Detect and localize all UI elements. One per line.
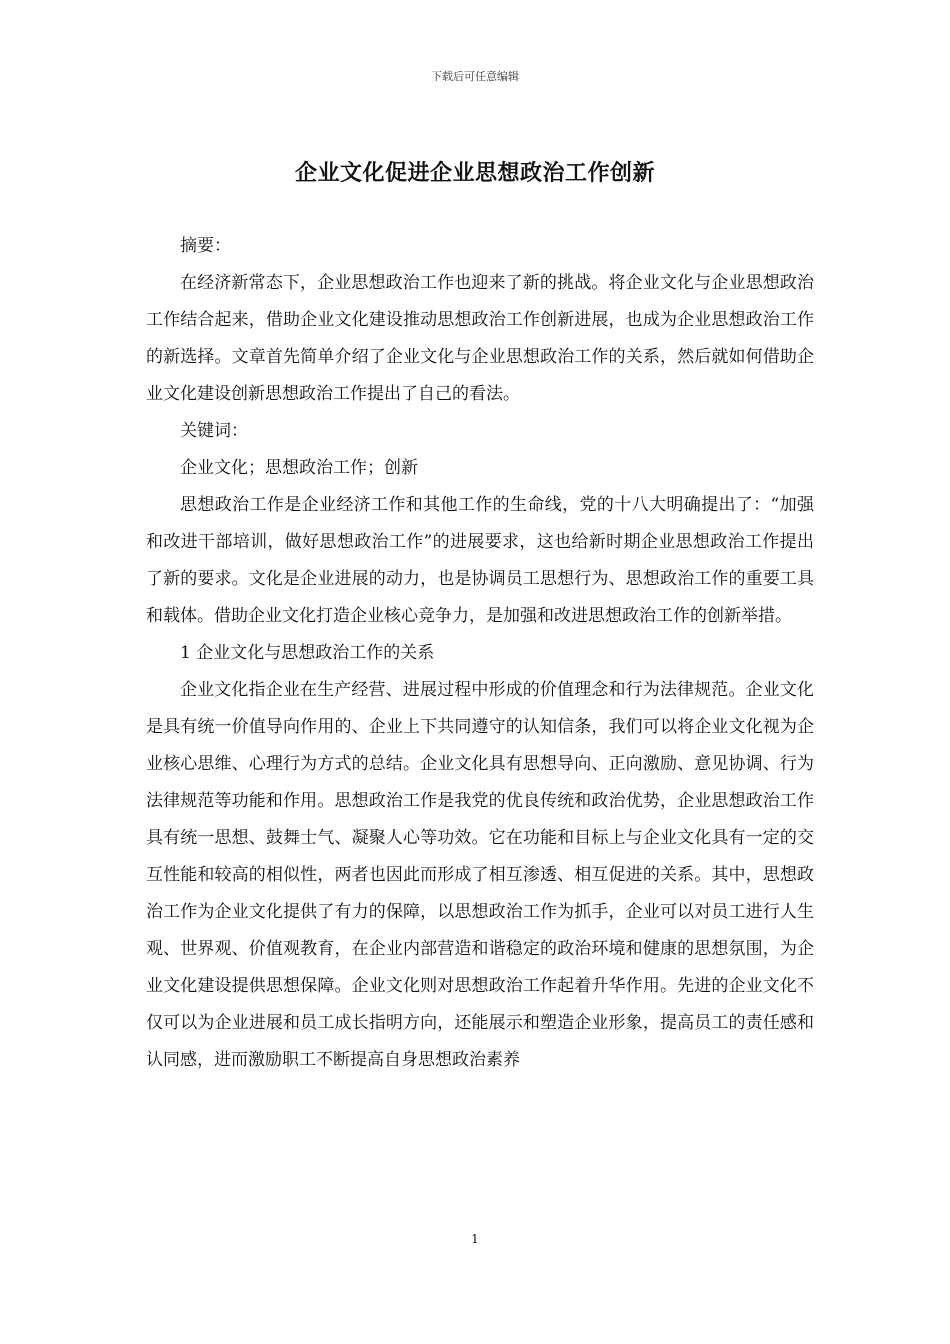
abstract-label: 摘要： bbox=[180, 236, 231, 256]
page-header-note: 下载后可任意编辑 bbox=[431, 70, 519, 83]
abstract-paragraph: 在经济新常态下，企业思想政治工作也迎来了新的挑战。将企业文化与企业思想政治工作结合起来，借助企业文化建设推动思想政治工作创新进展，也成为企业思想政治工作的新选择。文章首先简单介绍了企业文化与企业思想政治工作的关系，然后就如何借助企业文化建设创新思想政治工作提出了自己的看法。 bbox=[146, 273, 814, 404]
section-heading: 1 企业文化与思想政治工作的关系 bbox=[180, 643, 435, 663]
section-paragraph: 企业文化指企业在生产经营、进展过程中形成的价值理念和行为法律规范。企业文化是具有统一价值导向作用的、企业上下共同遵守的认知信条，我们可以将企业文化视为企业核心思维、心理行为方式的总结。企业文化具有思想导向、正向激励、意见协调、行为法律规范等功能和作用。思想政治工作是我党的优良传统和政治优势，企业思想政治工作具有统一思想、鼓舞士气、凝聚人心等功效。它在功能和目标上与企业文化具有一定的交互性能和较高的相似性，两者也因此而形成了相互渗透、相互促进的关系。其中，思想政治工作为企业文化提供了有力的保障，以思想政治工作为抓手，企业可以对员工进行人生观、世界观、价值观教育，在企业内部营造和谐稳定的政治环境和健康的思想氛围，为企业文化建设提供思想保障。企业文化则对思想政治工作起着升华作用。先进的企业文化不仅可以为企业进展和员工成长指明方向，还能展示和塑造企业形象，提高员工的责任感和认同感，进而激励职工不断提高自身思想政治素养 bbox=[146, 680, 814, 1070]
keywords-paragraph: 企业文化；思想政治工作；创新 bbox=[180, 458, 418, 478]
intro-paragraph: 思想政治工作是企业经济工作和其他工作的生命线，党的十八大明确提出了：“加强和改进干部培训，做好思想政治工作”的进展要求，这也给新时期企业思想政治工作提出了新的要求。文化是企业进展的动力，也是协调员工思想行为、思想政治工作的重要工具和载体。借助企业文化打造企业核心竞争力，是加强和改进思想政治工作的创新举措。 bbox=[146, 495, 814, 626]
document-title: 企业文化促进企业思想政治工作创新 bbox=[294, 160, 655, 186]
keywords-label: 关键词： bbox=[180, 421, 248, 441]
document-body bbox=[146, 228, 814, 1079]
page-number: 1 bbox=[471, 1232, 479, 1246]
